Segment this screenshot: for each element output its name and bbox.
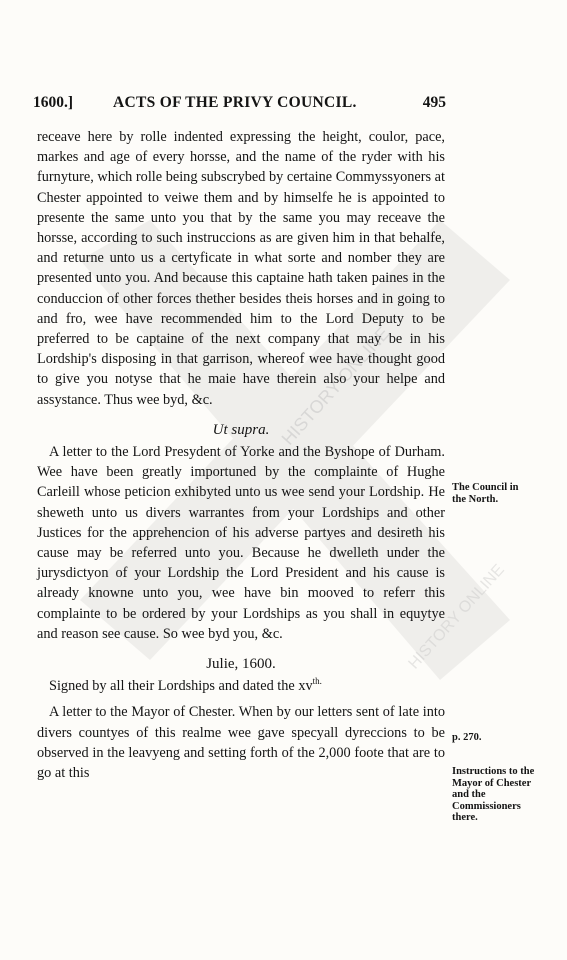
margin-note-instructions: Instructions to the Mayor of Chester and the Commissioners there. — [452, 766, 535, 823]
heading-date: Julie, 1600. — [206, 656, 276, 673]
signed-superscript: th. — [312, 676, 322, 687]
signed-text: Signed by all their Lordships and dated the xv — [49, 678, 313, 695]
margin-note-council-north: The Council in the North. — [452, 482, 519, 505]
paragraph-1: receave here by rolle indented expressing the height, coulor, pace, markes and age of every horsse, and the name of the ryder with his furnyture, which rolle being subscrybed by certaine Commyssyoners at Chester appointed to veiwe them and by himselfe he is appointed to presente the same unto you that by the same you may receave the horsse, according to such instruccions as are given him in that behalfe, and returne unto us a certyficate in what sorte and nomber they are presented unto you. And because this captaine hath taken paines in the conduccion of other forces thether besides theis horses and in going to and fro, wee have recommended him to the Lord Deputy to be preferred to be captaine of the next company that may be in his Lordship's disposing in that garrison, whereof wee have thought good to give you notyse that he maie have therein also your helpe and assystance. Thus wee byd, &c. — [37, 129, 445, 408]
watermark-text-lower: HISTORY ONLINE — [405, 561, 508, 673]
main-text — [37, 127, 445, 783]
margin-note-page-ref: p. 270. — [452, 732, 482, 743]
signed-line — [37, 676, 445, 696]
paragraph-2: A letter to the Lord Presydent of Yorke and the Byshope of Durham. Wee have been greatly importuned by the complainte of Hughe Carleill whose peticion exhibyted unto us wee send your Lordship. He sheweth unto us divers warrantes from your Lordships and other Justices for the apprehencion of his adverse partyes and desireth his cause may be referred unto you. Because he dwelleth under the jurysdictyon of your Lordship the Lord President and his cause is already knowne unto you, wee have bin mooved to referr this complainte to be ordered by your Lordships as you shall in equytye and reason see cause. So wee byd you, &c. — [37, 444, 445, 642]
watermark-text: HISTORY ONLINE — [277, 323, 394, 449]
paragraph-3: A letter to the Mayor of Chester. When by our letters sent of late into divers countyes of this realme wee gave specyall dyreccions to be observed in the leavyeng and setting forth of the 2,000 foote that are to go at this — [37, 704, 445, 782]
header-title: ACTS OF THE PRIVY COUNCIL. — [113, 94, 357, 111]
header-page-number: 495 — [422, 94, 446, 111]
heading-ut-supra: Ut supra. — [212, 421, 270, 438]
header-year: 1600.] — [33, 94, 74, 111]
